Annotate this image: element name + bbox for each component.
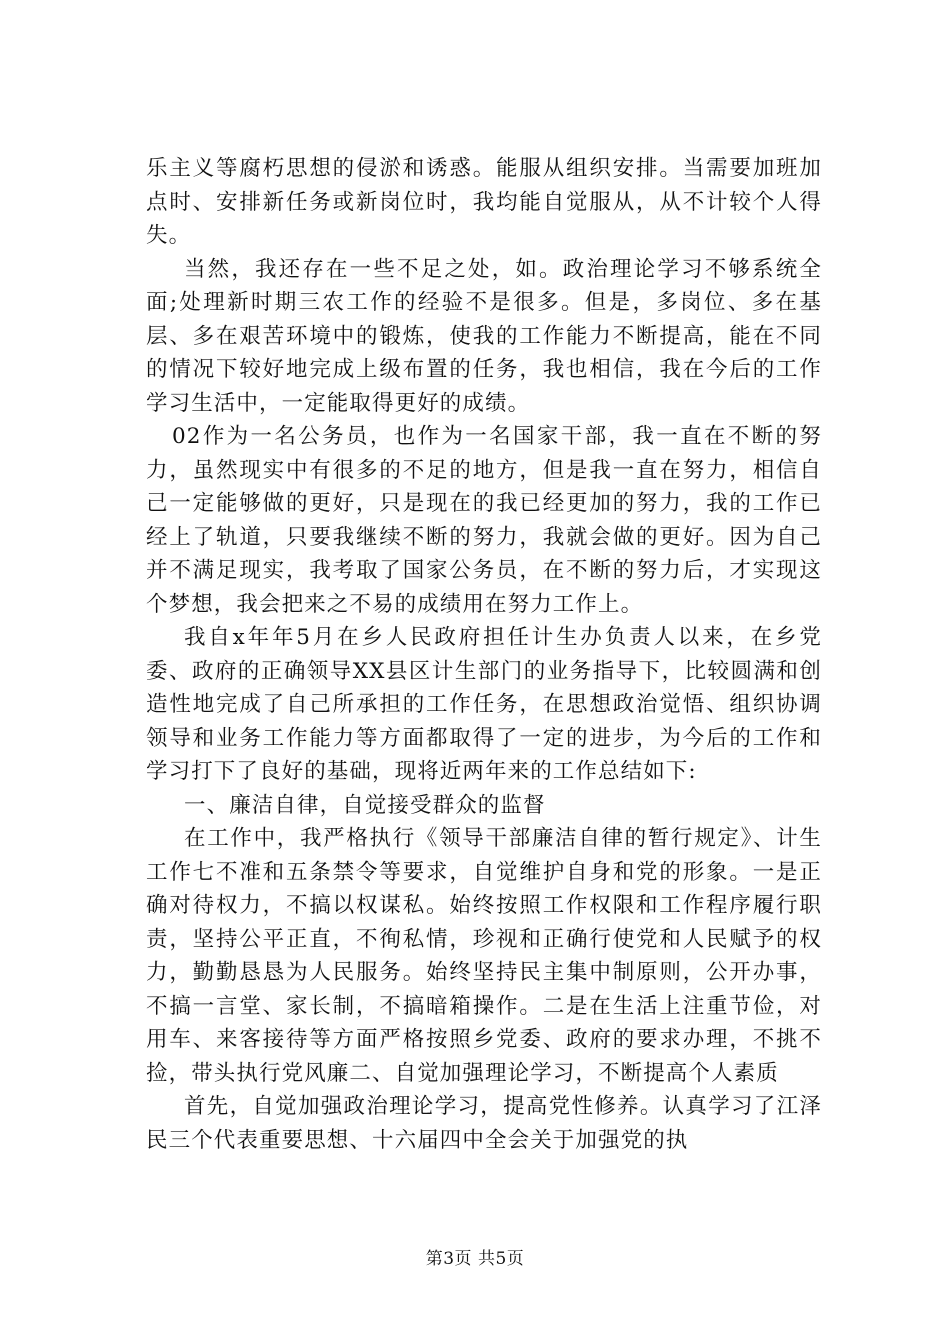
section-heading: 一、廉洁自律，自觉接受群众的监督 — [184, 792, 546, 818]
page-footer: 第3页 共5页 — [425, 1249, 525, 1269]
paragraph-3: 02作为一名公务员，也作为一名国家干部，我一直在不断的努力，虽然现实中有很多的不足的地方，但是我一直在努力，相信自己一定能够做的更好，只是现在的我已经更加的努力，我的工作已经上了轨道，只要我继续不断的努力，我就会做的更好。因为自己并不满足现实，我考取了国家公务员，在不断的努力后，才实现这个梦想，我会把来之不易的成绩用在努力工作上。 — [146, 424, 822, 617]
paragraph-5: 在工作中，我严格执行《领导干部廉洁自律的暂行规定》、计生工作七不准和五条禁令等要求，自觉维护自身和党的形象。一是正确对待权力，不搞以权谋私。始终按照工作权限和工作程序履行职责，坚持公平正直，不徇私情，珍视和正确行使党和人民赋予的权力，勤勤恳恳为人民服务。始终坚持民主集中制原则，公开办事，不搞一言堂、家长制，不搞暗箱操作。二是在生活上注重节俭，对用车、来客接待等方面严格按照乡党委、政府的要求办理，不挑不捡，带头执行党风廉二、自觉加强理论学习，不断提高个人素质 — [146, 826, 822, 1086]
paragraph-6: 首先，自觉加强政治理论学习，提高党性修养。认真学习了江泽民三个代表重要思想、十六届四中全会关于加强党的执 — [146, 1094, 822, 1153]
paragraph-2: 当然，我还存在一些不足之处，如。政治理论学习不够系统全面;处理新时期三农工作的经验不是很多。但是，多岗位、多在基层、多在艰苦环境中的锻炼，使我的工作能力不断提高，能在不同的情况下较好地完成上级布置的任务，我也相信，我在今后的工作学习生活中，一定能取得更好的成绩。 — [146, 256, 822, 416]
document-body — [146, 152, 822, 1157]
paragraph-4: 我自x年年5月在乡人民政府担任计生办负责人以来，在乡党委、政府的正确领导XX县区计生部门的业务指导下，比较圆满和创造性地完成了自己所承担的工作任务，在思想政治觉悟、组织协调领导和业务工作能力等方面都取得了一定的进步，为今后的工作和学习打下了良好的基础，现将近两年来的工作总结如下: — [146, 625, 822, 784]
paragraph-1: 乐主义等腐朽思想的侵淤和诱惑。能服从组织安排。当需要加班加点时、安排新任务或新岗位时，我均能自觉服从，从不计较个人得失。 — [146, 156, 822, 248]
